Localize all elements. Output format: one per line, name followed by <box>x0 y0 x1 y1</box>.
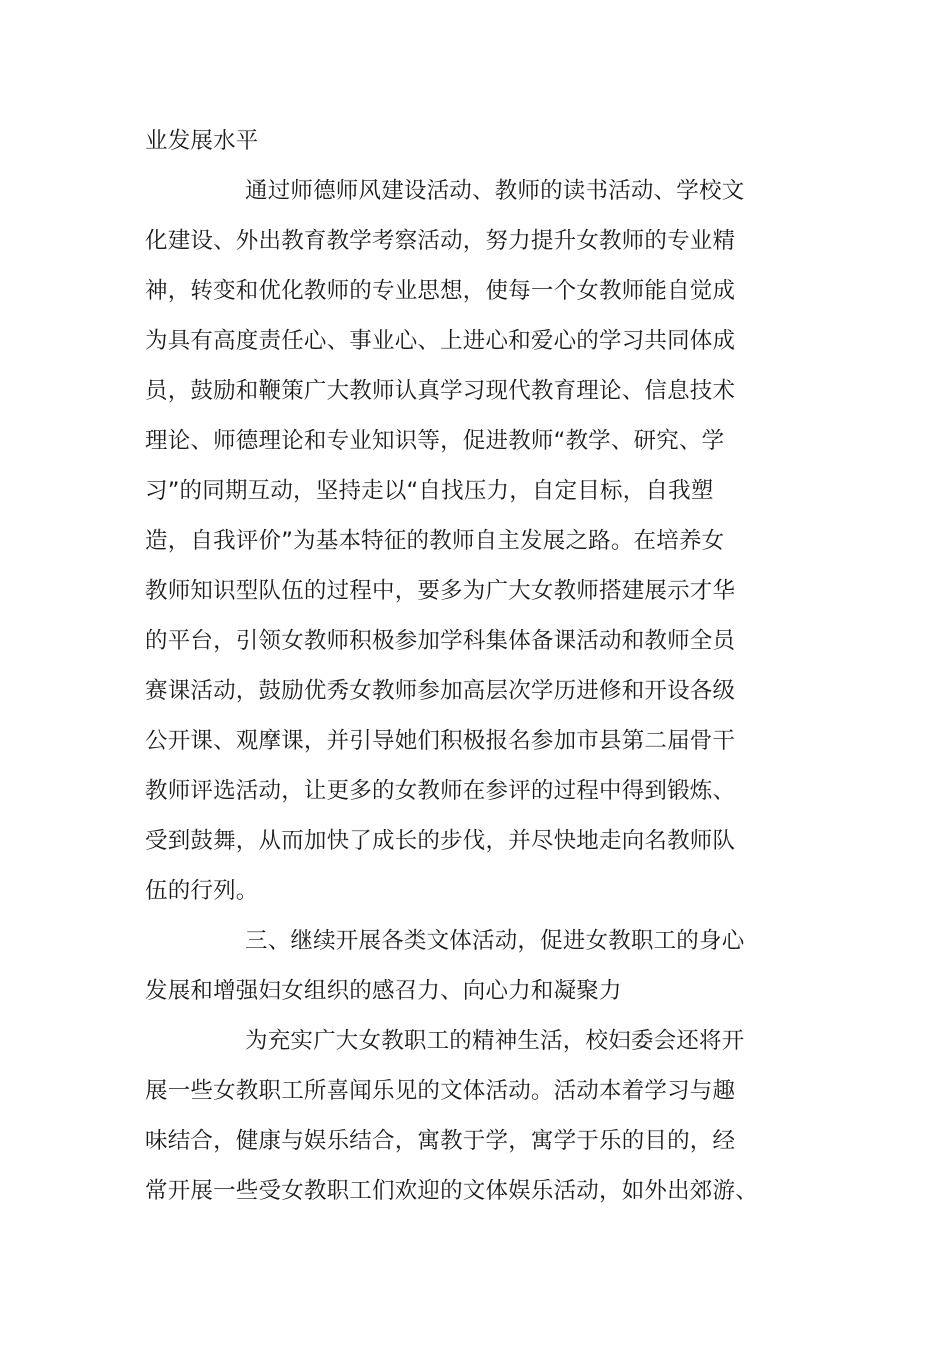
text-line: 员，鼓励和鞭策广大教师认真学习现代教育理论、信息技术 <box>145 378 736 404</box>
text-line: 受到鼓舞，从而加快了成长的步伐，并尽快地走向名教师队 <box>145 828 736 854</box>
text-line: 神，转变和优化教师的专业思想，使每一个女教师能自觉成 <box>145 278 736 304</box>
text-line: 业发展水平 <box>145 128 259 154</box>
paragraph-start-line: 为充实广大女教职工的精神生活，校妇委会还将开 <box>245 1028 745 1054</box>
text-line: 造，自我评价”为基本特征的教师自主发展之路。在培养女 <box>145 528 725 554</box>
text-line: 的平台，引领女教师积极参加学科集体备课活动和教师全员 <box>145 628 736 654</box>
section-heading-line: 三、继续开展各类文体活动，促进女教职工的身心 <box>245 928 745 954</box>
text-line: 理论、师德理论和专业知识等，促进教师“教学、研究、学 <box>145 428 725 454</box>
text-line: 教师知识型队伍的过程中，要多为广大女教师搭建展示才华 <box>145 578 736 604</box>
text-line: 习”的同期互动，坚持走以“自找压力，自定目标，自我塑 <box>145 478 714 504</box>
text-line: 为具有高度责任心、事业心、上进心和爱心的学习共同体成 <box>145 328 736 354</box>
text-line: 常开展一些受女教职工们欢迎的文体娱乐活动，如外出郊游、 <box>145 1178 758 1204</box>
text-line: 赛课活动，鼓励优秀女教师参加高层次学历进修和开设各级 <box>145 678 736 704</box>
text-line: 化建设、外出教育教学考察活动，努力提升女教师的专业精 <box>145 228 736 254</box>
paragraph-start-line: 通过师德师风建设活动、教师的读书活动、学校文 <box>245 178 745 204</box>
text-line: 公开课、观摩课，并引导她们积极报名参加市县第二届骨干 <box>145 728 736 754</box>
text-line: 展一些女教职工所喜闻乐见的文体活动。活动本着学习与趣 <box>145 1078 736 1104</box>
text-line: 伍的行列。 <box>145 878 259 904</box>
text-line: 教师评选活动，让更多的女教师在参评的过程中得到锻炼、 <box>145 778 736 804</box>
text-line: 味结合，健康与娱乐结合，寓教于学，寓学于乐的目的，经 <box>145 1128 736 1154</box>
section-heading-line: 发展和增强妇女组织的感召力、向心力和凝聚力 <box>145 978 622 1004</box>
